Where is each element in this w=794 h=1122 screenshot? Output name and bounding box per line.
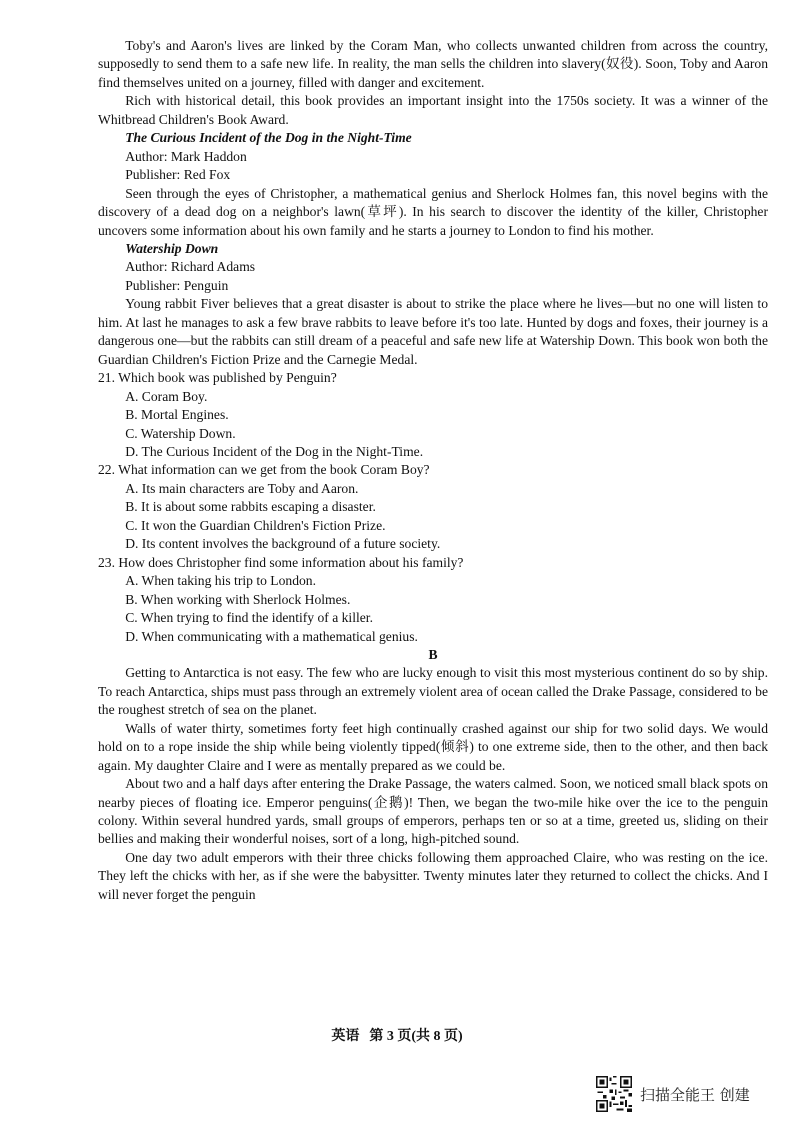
question-stem: 21. Which book was published by Penguin?: [98, 370, 337, 386]
coram-paragraph-1: Toby's and Aaron's lives are linked by the Coram Man, who collects unwanted children from across the country, supposedly to send them to a safe new life. In reality, the man sells the children into slavery(奴役). Soon, Toby and Aaron find themselves united on a journey, filled with danger and excitement.: [98, 38, 768, 90]
book-title-watership: Watership Down: [125, 240, 219, 256]
antarctica-paragraph-4: One day two adult emperors with their three chicks following them approached Claire, who was resting on the ice. They left the chicks with her, as if she were the babysitter. Twenty minutes later they returned to collect the chicks. And I will never forget the penguin: [98, 849, 768, 902]
subject-label: 英语: [331, 1029, 360, 1044]
antarctica-paragraph-1: Getting to Antarctica is not easy. The few who are lucky enough to visit this most mysterious continent do so by ship. To reach Antarctica, ships must pass through an extremely violent area of ocean called the Drake Passage, considered to be the roughest stretch of sea on the planet.: [98, 665, 768, 718]
question-stem: 22. What information can we get from the book Coram Boy?: [98, 462, 430, 478]
watership-author: Author: Richard Adams: [125, 259, 256, 275]
option-a: A. When taking his trip to London.: [125, 573, 316, 589]
question-stem: 23. How does Christopher find some information about his family?: [98, 554, 464, 570]
curious-author: Author: Mark Haddon: [125, 148, 247, 164]
antarctica-paragraph-3: About two and a half days after entering the Drake Passage, the waters calmed. Soon, we noticed small black spots on nearby pieces of floating ice. Emperor penguins(企鹅)! Then, we began the two-mile hike over the ice to the penguin colony. Within several hundred yards, small groups of emperors, perhaps ten or so at a time, greeted us, sliding on their bellies and making their wonderful noises, sort of a long, high-pitched sound.: [98, 776, 768, 847]
watership-description: Young rabbit Fiver believes that a great disaster is about to strike the place where he lives—but no one will listen to him. At last he manages to ask a few brave rabbits to leave before it's too late. Hunted by dogs and foxes, their journey is a dangerous one—but the rabbits can still dream of a peaceful and safe new life at Watership Down. This book won both the Guardian Children's Fiction Prize and the Carnegie Medal.: [98, 296, 768, 367]
option-b: B. Mortal Engines.: [125, 407, 229, 423]
option-c: C. When trying to find the identify of a killer.: [125, 610, 373, 626]
option-d: D. Its content involves the background of a future society.: [125, 536, 441, 552]
page-footer: [0, 1025, 794, 1045]
book-title-curious: The Curious Incident of the Dog in the Night-Time: [125, 130, 412, 146]
curious-description: Seen through the eyes of Christopher, a mathematical genius and Sherlock Holmes fan, this novel begins with the discovery of a dead dog on a neighbor's lawn(草坪). In his search to discover the identity of the killer, Christopher uncovers some information about his own family and he starts a journey to London to find his mother.: [98, 185, 768, 238]
question-21: [98, 369, 768, 461]
option-c: C. It won the Guardian Children's Fiction Prize.: [125, 517, 386, 533]
qr-code-icon: [596, 1076, 632, 1112]
option-d: D. When communicating with a mathematical genius.: [125, 628, 418, 644]
option-a: A. Coram Boy.: [125, 388, 208, 404]
exam-page: [98, 37, 768, 904]
question-22: [98, 461, 768, 553]
option-b: B. When working with Sherlock Holmes.: [125, 591, 351, 607]
coram-paragraph-2: Rich with historical detail, this book provides an important insight into the 1750s society. It was a winner of the Whitbread Children's Book Award.: [98, 93, 768, 127]
section-label: B: [428, 646, 438, 662]
page-number: 第 3 页(共 8 页): [369, 1029, 463, 1044]
option-b: B. It is about some rabbits escaping a disaster.: [125, 499, 376, 515]
watermark-text: 扫描全能王 创建: [640, 1085, 750, 1104]
option-d: D. The Curious Incident of the Dog in the Night-Time.: [125, 443, 424, 459]
scanner-watermark: [596, 1076, 750, 1112]
curious-publisher: Publisher: Red Fox: [125, 167, 231, 183]
option-c: C. Watership Down.: [125, 425, 236, 441]
question-23: [98, 554, 768, 646]
antarctica-paragraph-2: Walls of water thirty, sometimes forty feet high continually crashed against our ship for two solid days. We would hold on to a rope inside the ship while being violently tipped(倾斜) to one extreme side, then to the other, and then back again. My daughter Claire and I were as mentally prepared as we could be.: [98, 720, 768, 773]
watership-publisher: Publisher: Penguin: [125, 277, 229, 293]
option-a: A. Its main characters are Toby and Aaron.: [125, 480, 359, 496]
